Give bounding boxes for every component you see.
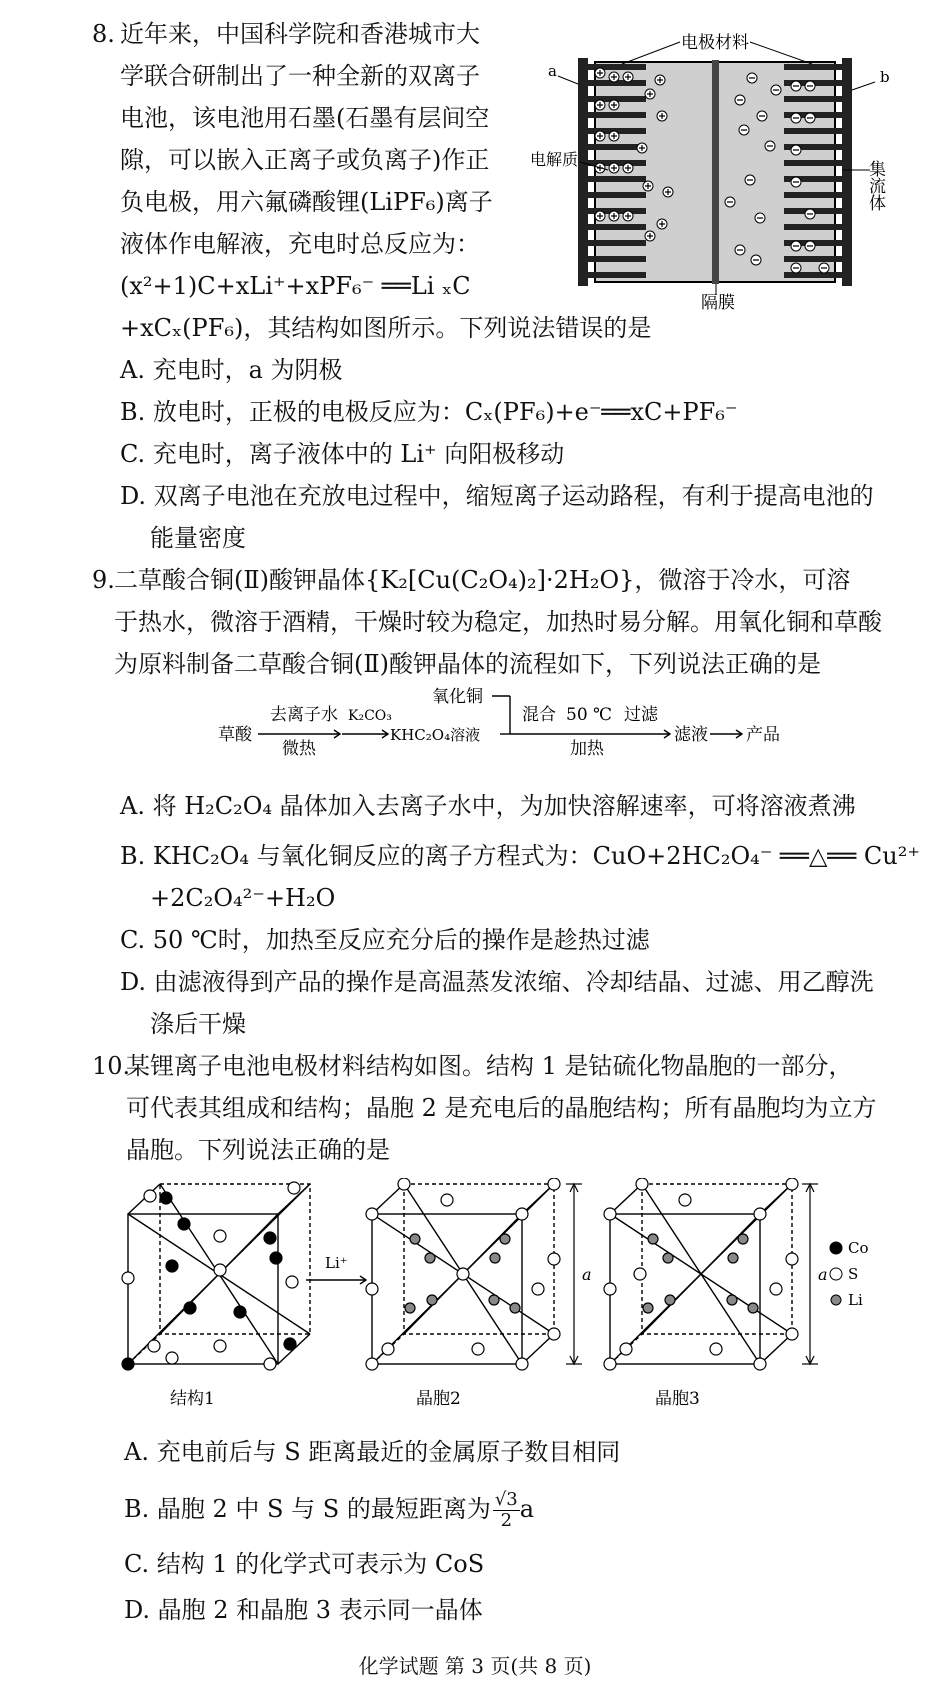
cell-2-dimension <box>566 1184 582 1364</box>
q10-number: 10. <box>92 1052 131 1080</box>
q9-option-b-cont: +2C₂O₄²⁻+H₂O <box>150 884 336 912</box>
q8-line-2: 学联合研制出了一种全新的双离子 <box>120 62 480 90</box>
cell-2-dim-label: a <box>582 1265 592 1284</box>
legend-co-icon <box>830 1242 842 1254</box>
q8-option-d: D. 双离子电池在充放电过程中，缩短离子运动路程，有利于提高电池的 <box>120 482 874 510</box>
q10-line-2: 可代表其组成和结构；晶胞 2 是充电后的晶胞结构；所有晶胞均为立方 <box>126 1094 877 1122</box>
q10-option-d: D. 晶胞 2 和晶胞 3 表示同一晶体 <box>124 1596 483 1624</box>
legend-li: Li <box>848 1291 863 1309</box>
q10-option-b-fraction <box>493 1490 520 1531</box>
label-b: b <box>880 68 890 86</box>
q8-line-1: 近年来，中国科学院和香港城市大 <box>120 20 480 48</box>
membrane <box>712 60 719 284</box>
q9-option-c: C. 50 ℃时，加热至反应充分后的操作是趁热过滤 <box>120 926 650 954</box>
flow-reagent: 氧化铜 <box>432 687 483 707</box>
flow-diagram <box>200 686 800 776</box>
flow-step4-bottom: 加热 <box>570 739 604 759</box>
legend-co: Co <box>848 1239 869 1257</box>
q9-option-a: A. 将 H₂C₂O₄ 晶体加入去离子水中，为加快溶解速率，可将溶液煮沸 <box>120 792 856 820</box>
page-footer: 化学试题 第 3 页(共 8 页) <box>358 1654 592 1678</box>
q9-number: 9. <box>92 566 115 594</box>
crystal-structures-figure <box>120 1178 880 1418</box>
caption-cell-3: 晶胞3 <box>655 1389 700 1409</box>
q9-option-d: D. 由滤液得到产品的操作是高温蒸发浓缩、冷却结晶、过滤、用乙醇洗 <box>120 968 874 996</box>
legend <box>830 1239 869 1309</box>
flow-step2-top: K₂CO₃ <box>348 708 392 724</box>
q10-option-b-suffix: a <box>519 1495 535 1523</box>
battery-diagram <box>530 20 910 310</box>
fraction-denominator: 2 <box>500 1510 513 1531</box>
flow-intermediate: KHC₂O₄溶液 <box>390 726 481 744</box>
q8-line-7: (x²+1)C+xLi⁺+xPF₆⁻ ══Li ₓC <box>120 272 471 300</box>
flow-filtrate: 滤液 <box>674 725 708 745</box>
q10-option-c: C. 结构 1 的化学式可表示为 CoS <box>124 1550 485 1578</box>
q8-option-d-cont: 能量密度 <box>150 524 246 552</box>
flow-start: 草酸 <box>218 725 252 745</box>
q10-line-3: 晶胞。下列说法正确的是 <box>126 1136 390 1164</box>
q8-number: 8. <box>92 20 115 48</box>
flow-step1-top: 去离子水 <box>270 705 338 725</box>
q8-line-8: +xCₓ(PF₆)，其结构如图所示。下列说法错误的是 <box>120 314 652 342</box>
q10-line-1: 某锂离子电池电极材料结构如图。结构 1 是钴硫化物晶胞的一部分， <box>126 1052 853 1080</box>
q8-line-4: 隙，可以嵌入正离子或负离子)作正 <box>120 146 490 174</box>
flow-step3-top: 混合 <box>522 705 556 725</box>
cell-3-dimension <box>802 1184 818 1364</box>
q8-line-3: 电池，该电池用石墨(石墨有层间空 <box>120 104 490 132</box>
q8-option-b: B. 放电时，正极的电极反应为：Cₓ(PF₆)+e⁻══xC+PF₆⁻ <box>120 398 738 426</box>
arrow-label: Li⁺ <box>325 1254 348 1272</box>
q9-line-1: 二草酸合铜(Ⅱ)酸钾晶体{K₂[Cu(C₂O₄)₂]·2H₂O}，微溶于冷水，可溶 <box>114 566 851 594</box>
q9-option-b: B. KHC₂O₄ 与氧化铜反应的离子方程式为：CuO+2HC₂O₄⁻ ══△══ Cu²⁺ <box>120 842 921 870</box>
q8-option-a: A. 充电时，a 为阴极 <box>120 356 343 384</box>
q10-option-b <box>124 1490 534 1531</box>
q8-line-6: 液体作电解液，充电时总反应为： <box>120 230 480 258</box>
caption-cell-2: 晶胞2 <box>416 1389 461 1409</box>
flow-product: 产品 <box>746 725 780 745</box>
caption-structure-1: 结构1 <box>170 1389 215 1409</box>
left-collector <box>578 58 588 286</box>
structure-1-atoms <box>122 1182 300 1370</box>
q10-option-b-text: B. 晶胞 2 中 S 与 S 的最短距离为 <box>124 1495 491 1523</box>
label-electrolyte: 电解质 <box>530 150 579 169</box>
cell-3-dim-label: a <box>818 1265 828 1284</box>
legend-s: S <box>848 1265 859 1283</box>
legend-s-icon <box>830 1268 842 1280</box>
flow-step5-top: 过滤 <box>624 705 658 725</box>
q9-option-d-cont: 涤后干燥 <box>150 1010 246 1038</box>
label-membrane: 隔膜 <box>701 293 735 310</box>
legend-li-icon <box>831 1295 841 1305</box>
flow-step1-bottom: 微热 <box>282 739 316 759</box>
q10-option-a: A. 充电前后与 S 距离最近的金属原子数目相同 <box>124 1438 621 1466</box>
label-electrode-material: 电极材料 <box>681 33 749 53</box>
q8-line-5: 负电极，用六氟磷酸锂(LiPF₆)离子 <box>120 188 493 216</box>
right-collector <box>842 58 852 286</box>
q9-line-3: 为原料制备二草酸合铜(Ⅱ)酸钾晶体的流程如下，下列说法正确的是 <box>114 650 822 678</box>
q9-line-2: 于热水，微溶于酒精，干燥时较为稳定，加热时易分解。用氧化铜和草酸 <box>114 608 882 636</box>
q8-option-c: C. 充电时，离子液体中的 Li⁺ 向阳极移动 <box>120 440 565 468</box>
label-collector: 集流体 <box>865 160 885 211</box>
fraction-numerator: √3 <box>494 1489 518 1510</box>
label-a: a <box>548 62 557 80</box>
flow-step4-top: 50 ℃ <box>566 705 613 725</box>
